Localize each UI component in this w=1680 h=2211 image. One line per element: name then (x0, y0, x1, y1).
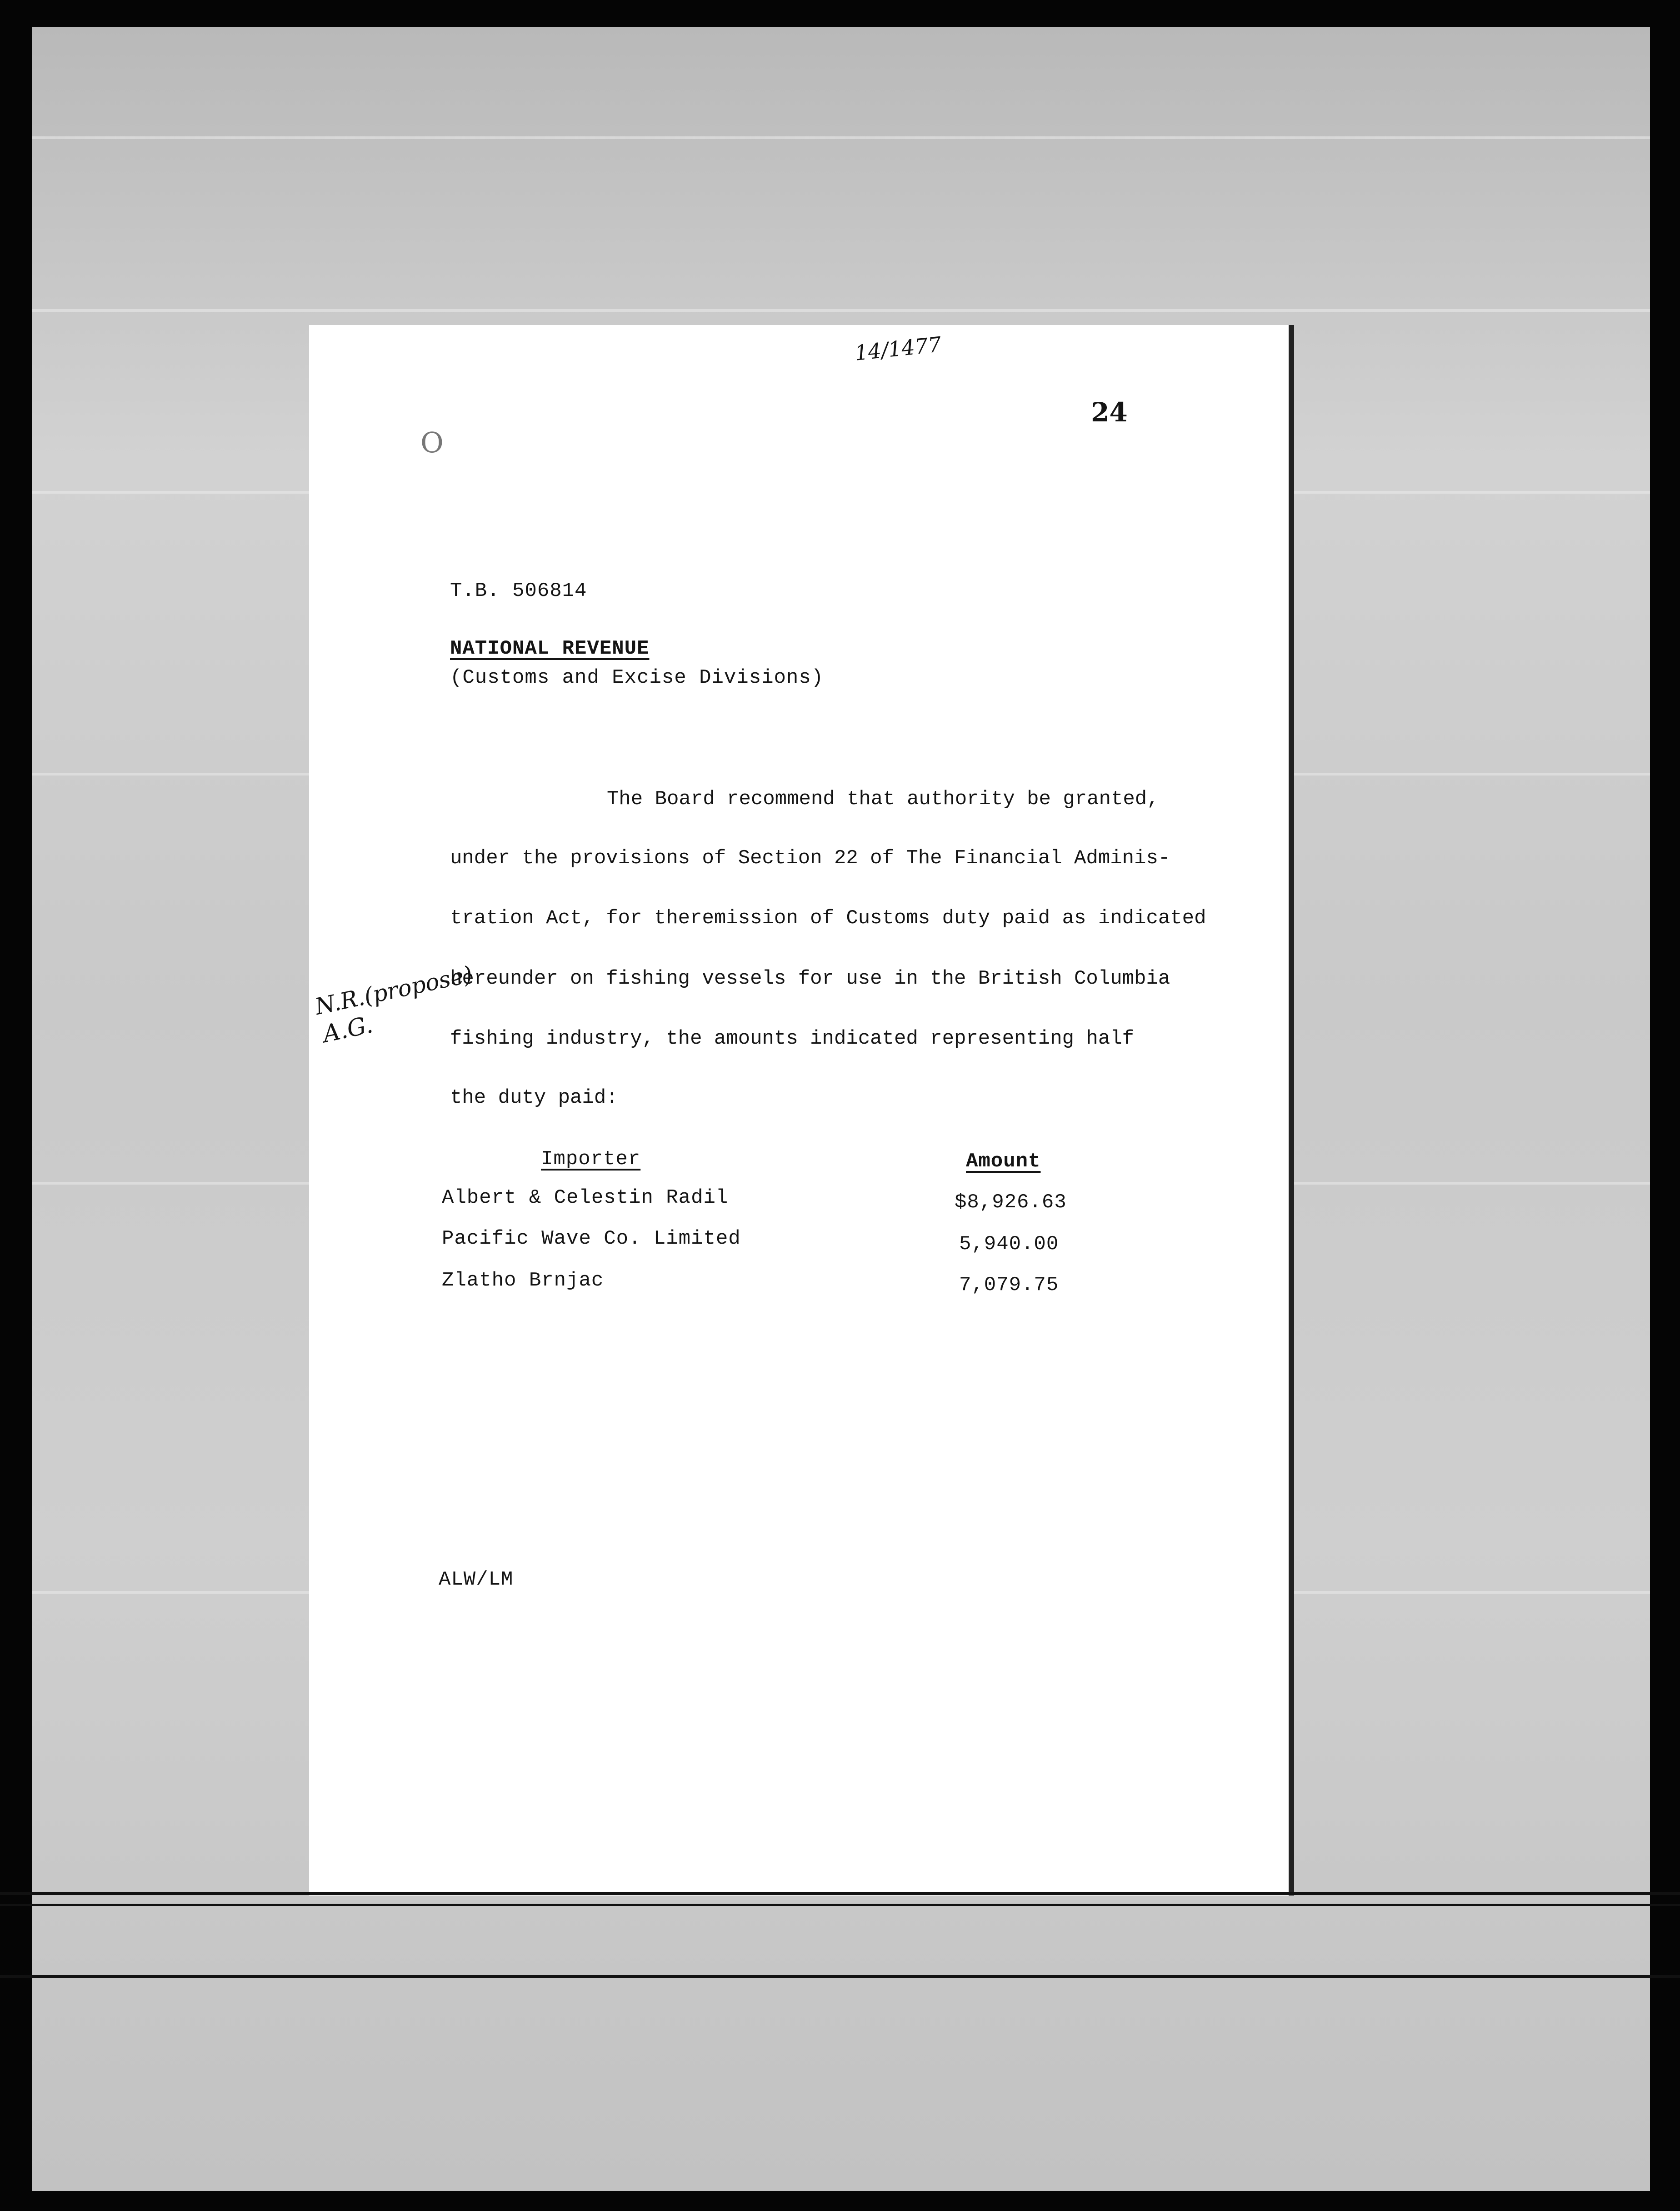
file-number: 14/1477 (853, 332, 943, 365)
importer-amount: 7,079.75 (959, 1274, 1059, 1296)
scan-stripe (32, 309, 1650, 312)
scan-rule-line (0, 1892, 1680, 1895)
body-line: The Board recommend that authority be granted, (607, 788, 1159, 810)
department-heading: NATIONAL REVENUE (450, 637, 650, 660)
document-page (309, 325, 1289, 1896)
importer-name: Albert & Celestin Radil (442, 1186, 729, 1209)
importer-name: Pacific Wave Co. Limited (442, 1227, 741, 1250)
body-line: the duty paid: (450, 1086, 618, 1109)
margin-note-handwritten: N.R.(propose) (312, 961, 475, 1020)
scan-rule-line (0, 1975, 1680, 1978)
punch-hole-mark: O (420, 426, 444, 459)
scan-stripe (32, 136, 1650, 139)
body-line: hereunder on fishing vessels for use in the British Columbia (450, 967, 1170, 990)
column-header-amount: Amount (966, 1150, 1041, 1173)
scan-rule-line (0, 1904, 1680, 1906)
importer-amount: $8,926.63 (955, 1191, 1067, 1214)
division-subheading: (Customs and Excise Divisions) (450, 666, 824, 689)
body-line: tration Act, for theremission of Customs duty paid as indicated (450, 907, 1206, 930)
importer-name: Zlatho Brnjac (442, 1269, 604, 1292)
page-number: 24 (1091, 397, 1128, 428)
column-header-importer: Importer (541, 1148, 641, 1171)
body-line: fishing industry, the amounts indicated representing half (450, 1027, 1135, 1050)
reference-number: T.B. 506814 (450, 580, 587, 602)
margin-note-initials: A.G. (320, 1011, 375, 1048)
body-line: under the provisions of Section 22 of The Financial Adminis- (450, 847, 1170, 870)
importer-amount: 5,940.00 (959, 1233, 1059, 1256)
typist-initials: ALW/LM (439, 1568, 514, 1591)
